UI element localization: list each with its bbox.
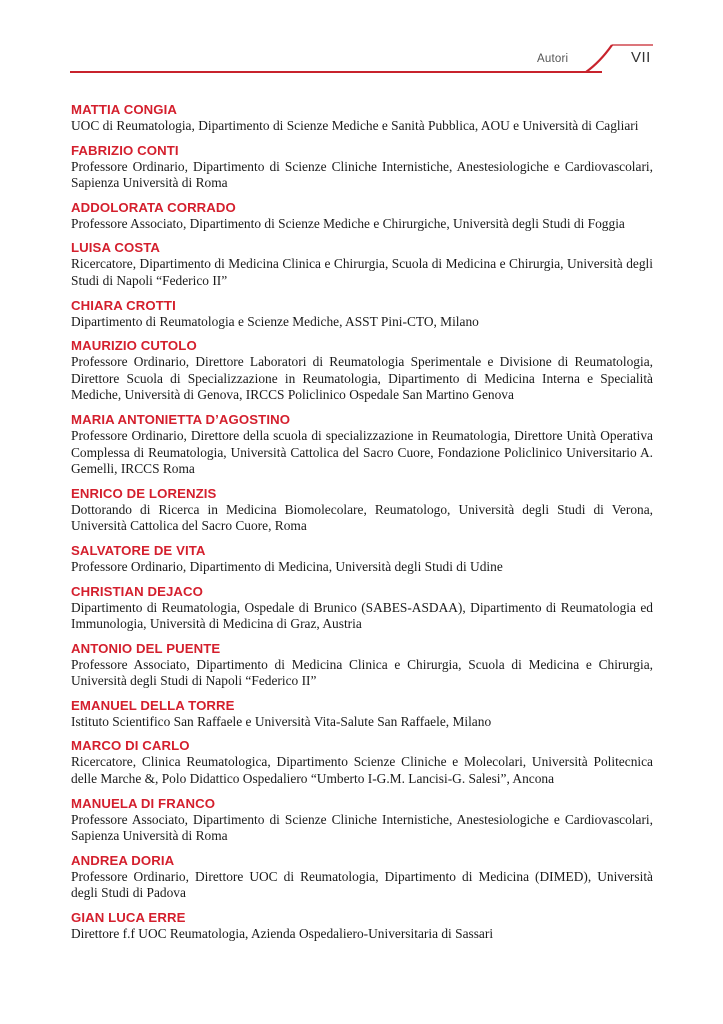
author-name: EMANUEL DELLA TORRE — [71, 697, 235, 713]
author-list — [71, 102, 653, 951]
author-name: CHRISTIAN DEJACO — [71, 583, 204, 599]
author-entry — [71, 486, 653, 535]
author-name: SALVATORE DE VITA — [71, 542, 206, 558]
author-entry — [71, 143, 653, 192]
author-entry — [71, 698, 653, 731]
author-entry — [71, 338, 653, 404]
author-name: MATTIA CONGIA — [71, 102, 178, 117]
author-entry — [71, 796, 653, 845]
author-affiliation: Professore Associato, Dipartimento di Medicina Clinica e Chirurgia, Scuola di Medicina e Chirurgia, Università degli Studi di Napoli “Federico II” — [71, 656, 653, 689]
author-name: ENRICO DE LORENZIS — [71, 485, 217, 501]
author-name: ANDREA DORIA — [71, 852, 175, 868]
author-name: ADDOLORATA CORRADO — [71, 199, 236, 215]
header-rule-ornament — [0, 0, 723, 80]
author-affiliation: Professore Ordinario, Direttore Laboratori di Reumatologia Sperimentale e Divisione di Reumatologia, Direttore Scuola di Specializzazione in Reumatologia, Dipartimento di Medicina Interna e Specialità Mediche, Università di Genova, IRCCS Policlinico Ospedale San Martino Genova — [71, 354, 653, 403]
page-header — [0, 0, 723, 80]
author-affiliation: Professore Ordinario, Dipartimento di Medicina, Università degli Studi di Udine — [71, 558, 503, 574]
author-entry — [71, 584, 653, 633]
author-name: MANUELA DI FRANCO — [71, 795, 216, 811]
author-affiliation: Professore Associato, Dipartimento di Scienze Cliniche Internistiche, Anestesiologiche e Cardiovascolari, Sapienza Università di Roma — [71, 811, 653, 844]
author-affiliation: Dipartimento di Reumatologia, Ospedale di Brunico (SABES-ASDAA), Dipartimento di Reumatologia ed Immunologia, Università di Medicina di Graz, Austria — [71, 599, 653, 632]
author-name: CHIARA CROTTI — [71, 297, 176, 313]
author-name: ANTONIO DEL PUENTE — [71, 640, 221, 656]
author-name: MAURIZIO CUTOLO — [71, 338, 197, 354]
author-entry — [71, 738, 653, 787]
author-affiliation: Professore Ordinario, Direttore UOC di Reumatologia, Dipartimento di Medicina (DIMED), Università degli Studi di Padova — [71, 868, 653, 901]
page-number: VII — [631, 49, 651, 66]
author-entry — [71, 298, 653, 331]
author-entry — [71, 853, 653, 902]
author-entry — [71, 641, 653, 690]
author-affiliation: Professore Ordinario, Dipartimento di Scienze Cliniche Internistiche, Anestesiologiche e Cardiovascolari, Sapienza Università di Roma — [71, 158, 653, 191]
author-entry — [71, 200, 653, 233]
author-affiliation: Ricercatore, Clinica Reumatologica, Dipartimento Scienze Cliniche e Molecolari, Università Politecnica delle Marche &, Polo Didattico Ospedaliero “Umberto I-G.M. Lancisi-G. Salesi”, Ancona — [71, 754, 653, 787]
author-name: FABRIZIO CONTI — [71, 142, 179, 158]
author-affiliation: Ricercatore, Dipartimento di Medicina Clinica e Chirurgia, Scuola di Medicina e Chirurgia, Università degli Studi di Napoli “Federico II” — [71, 256, 653, 288]
running-title: Autori — [537, 53, 569, 65]
author-affiliation: Direttore f.f UOC Reumatologia, Azienda Ospedaliero-Universitaria di Sassari — [71, 926, 494, 942]
author-entry — [71, 240, 653, 289]
author-entry — [71, 543, 653, 576]
author-affiliation: Professore Associato, Dipartimento di Scienze Mediche e Chirurgiche, Università degli Studi di Foggia — [71, 215, 625, 231]
author-name: GIAN LUCA ERRE — [71, 910, 186, 926]
author-name: MARIA ANTONIETTA D’AGOSTINO — [71, 411, 291, 427]
author-affiliation: Istituto Scientifico San Raffaele e Università Vita-Salute San Raffaele, Milano — [71, 713, 492, 729]
author-affiliation: Dottorando di Ricerca in Medicina Biomolecolare, Reumatologo, Università degli Studi di Verona, Università Cattolica del Sacro Cuore, Roma — [71, 501, 653, 534]
author-entry — [71, 910, 653, 943]
author-entry — [71, 102, 653, 135]
author-affiliation: Professore Ordinario, Direttore della scuola di specializzazione in Reumatologia, Direttore Unità Operativa Complessa di Reumatologia, Università Cattolica del Sacro Cuore, Fondazione Policlinico Universitario A. Gemelli, IRCCS Roma — [71, 427, 653, 477]
author-name: LUISA COSTA — [71, 240, 161, 256]
author-affiliation: UOC di Reumatologia, Dipartimento di Scienze Mediche e Sanità Pubblica, AOU e Università di Cagliari — [71, 118, 639, 133]
author-entry — [71, 412, 653, 478]
author-name: MARCO DI CARLO — [71, 738, 190, 754]
author-affiliation: Dipartimento di Reumatologia e Scienze Mediche, ASST Pini-CTO, Milano — [71, 313, 479, 329]
